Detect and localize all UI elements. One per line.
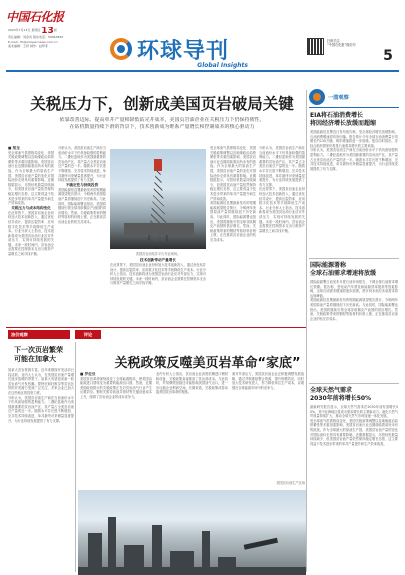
lead-column-5: 分析认为，美国页岩油生产商在当前油价水平下仍具备较强的盈利能力。二叠纪盆地作为美国最重要的页岩油产区，其产量占全美页岩油总产量的近一半。随着水平井长度不断增加、完井技术持续改进，单井最终可采储量显著提升，为行业持续发展提供了有力支撑。 在此背景下，美国页岩油企业纷纷加大技术创新投入，通过优化钻井设计、提高压裂效率、应用数字化技术等手段降低生产成本。行业分析人士指出，技术创新将成为美国页岩油行业应对外部压力、实现可持续发展的关键。未来一段时间内，页岩油企业需要在控制资本支出与维持产量增长之间寻找平衡。 xyxy=(259,146,305,233)
right-story-1-body: 美国能源信息署近日发布报告称，受全球经济增长放缓影响，石油消费增速将有所回落。报告预计今年全球石油消费量日均增长约130万桶，明年增速将进一步放缓。报告同时指出，非经合组织国家仍将是石油需求增长的主要来源。 分析认为，美国页岩油生产商在当前油价水平下仍具备较强的盈利能力。二叠纪盆地作为美国最重要的页岩油产区，其产量占全美页岩油总产量的近一半。随着水平井长度不断增加、完井技术持续改进，单井最终可采储量显著提升，为行业持续发展提供了有力支撑。 xyxy=(310,130,398,171)
ground xyxy=(78,567,306,575)
qr-code-icon xyxy=(307,38,324,55)
editor-line: 责任编辑：刘金凤 联系电话：59963845 xyxy=(8,35,64,39)
section-brand xyxy=(110,34,250,64)
pumpjack-icon xyxy=(244,538,283,571)
section-badge-icon xyxy=(309,89,325,105)
lead-subhead-1: 关税压力与成本结构变化 xyxy=(11,205,51,210)
photo-caption: 美国页岩油钻井平台作业现场。 xyxy=(135,252,181,256)
designer-line: 美术编辑：王妍 制作：赵梦菲 xyxy=(8,44,48,48)
email-line: E-mail：fb@sinopecnews.com.cn xyxy=(8,39,58,44)
date-line: 2023年7月13日 星期四 13版 xyxy=(8,27,57,35)
qr-label: 扫码关注 “中国石化报”微信号 xyxy=(327,39,356,47)
lead-deck: 依靠改善边际、提高单井产量和降低钻完井成本，美国页岩油企业在关税压力下仍保持韧性， 在钻机数量持续下滑的背景下，技术创新成为维系产量增长和控制成本的核心驱动力 xyxy=(59,117,265,131)
refinery-photo xyxy=(78,490,306,575)
rig-base xyxy=(124,223,194,235)
lead-column-2: 分析认为，美国页岩油生产商在当前油价水平下仍具备较强的盈利能力。二叠纪盆地作为美国最重要的页岩油产区，其产量占全美页岩油总产量的近一半。随着水平井长度不断增加、完井技术持续改进，单井最终可采储量显著提升，为行业持续发展提供了有力支撑。 不确定性与持续投资 美国能源信息署最新发布的短期能源展望报告预计，今明两年美国原油产量将继续创下历史新高。与此同时，国际能源署也指出，美国将继续引领全球非欧佩克产油国的供应增长。然而，关税政策带来的钢材等原材料价格上涨，正在推高页岩油企业的钻完井成本。 xyxy=(58,146,106,224)
section-title: 环球导刊 xyxy=(137,38,230,64)
right-divider-2 xyxy=(309,383,399,384)
newspaper-masthead: 中国石化报 xyxy=(6,10,64,24)
lead-subhead-3: 技术创新带动产量增长 xyxy=(140,258,176,262)
bottom-left-body: 加拿大页岩资源丰富，近年来勘探开发活动日趋活跃。业内人士认为，在美国页岩油产量增长逐步放缓的背景下，加拿大有望迎来新一轮页岩油气开发热潮。蒙特尼和杜维奈等页岩区带的开发潜力受到广泛关注，多家企业已加大在这些地区的投资力度。 分析认为，美国页岩油生产商在当前油价水平下仍具备较强的盈利能力。二叠纪盆地作为美国最重要的页岩油产区，其产量占全美页岩油总产量的近一半。随着水平井长度不断增加、完井技术持续改进，单井最终可采储量显著提升，为行业持续发展提供了有力支撑。 xyxy=(8,368,74,423)
lead-byline: ■ 梁龙 xyxy=(8,146,20,150)
bottom-column-2: 业内分析人士指出，页岩油企业高度依赖进口钢材和设备，关税政策直接推高了其运营成本。与此同时，贸易摩擦加剧还可能影响美国油气出口，进一步压缩企业利润空间。长期来看，关税政策或将动摇美国页岩革命的根基。 xyxy=(156,372,228,395)
lead-subhead-2: 不确定性与持续投资 xyxy=(65,182,99,187)
right-divider-1 xyxy=(309,258,399,259)
right-story-2-body: 国际能源署日前发布月度石油市场报告，下调全球石油需求增长预期。报告称，受电动汽车普及和能源效率提高等因素影响，全球石油需求增速将逐步放缓，预计到本世纪末前需求将达到峰值。 美国能源信息署最新发布的短期能源展望报告预计，今明两年美国原油产量将继续创下历史新高。与此同时，国际能源署也指出，美国将继续引领全球非欧佩克产油国的供应增长。然而，关税政策带来的钢材等原材料价格上涨，正在推高页岩油企业的钻完井成本。 xyxy=(310,280,398,321)
lead-column-3: 技术创新带动产量增长 在此背景下，美国页岩油企业纷纷加大技术创新投入，通过优化钻井设计、提高压裂效率、应用数字化技术等手段降低生产成本。行业分析人士指出，技术创新将成为美国页岩油行业应对外部压力、实现可持续发展的关键。未来一段时间内，页岩油企业需要在控制资本支出与维持产量增长之间寻找平衡。 xyxy=(110,258,206,286)
bottom-left-banner: 油价观察 xyxy=(8,330,70,339)
right-head-rule xyxy=(309,107,399,108)
bottom-byline: ■ 罗佐县 xyxy=(80,372,96,376)
right-story-3-body: 最新研究报告显示，全球天然气需求在2030年前有望增长50%，其中亚洲地区将成为需求增长的主要驱动力。液化天然气贸易量持续扩大，推动全球天然气市场加速一体化发展。 受全球油气供需格局变化、美国关税政策调整以及地缘政治局势紧张等多重因素影响，美国页岩油行业近期面临着前所未有的挑战。作为全球最大的原油生产国，美国页岩油产量的变化对国际油价走势具有重要影响。近期数据显示，尽管钻机数量持续减少，但美国页岩油产量依然保持稳定增长态势，这主要得益于技术进步带来的单井产量提升和生产效率改善。 xyxy=(310,405,398,446)
bottom-photo-caption: 美国页岩油生产区域 xyxy=(276,481,305,485)
right-section-label: 一图观察 xyxy=(328,94,349,101)
bottom-column-3: 面对外部压力，美国页岩油企业正积极调整发展战略，通过并购重组整合资源，提升规模效应，同时加大技术研发投入，努力降低单位生产成本，以增强在全球能源市场中的竞争力。 xyxy=(232,372,304,390)
issue-meta xyxy=(8,27,103,49)
right-story-2-title: 国际能源署称 全球石油需求增速将放缓 xyxy=(310,262,377,277)
right-story-3-title: 全球天然气需求 2030年前将增长50% xyxy=(310,387,372,402)
right-section-head xyxy=(309,90,399,104)
bottom-story-banner: 评论 xyxy=(75,330,101,339)
bottom-divider xyxy=(75,342,76,572)
right-story-1-title: EIA将石油消费增长 将因经济增长放缓而超缩 xyxy=(310,112,377,127)
bottom-column-1: ■ 罗佐县 美国页岩革命深刻改变了全球能源格局，使美国由能源进口国转变为重要的能源出口国。然而，近期美国政府推行的关税政策正在对页岩油气行业产生反噬效应。钢材关税导致油井管材等关键设备成本上升，削弱了页岩油企业的成本竞争力。 xyxy=(80,372,152,399)
globe-logo-icon xyxy=(110,38,132,60)
page-number: 5 xyxy=(383,48,393,64)
header-rule xyxy=(6,70,399,72)
lead-column-1: ■ 梁龙 受全球油气供需格局变化、美国关税政策调整以及地缘政治局势紧张等多重因素影响，美国页岩油行业近期面临着前所未有的挑战。作为全球最大的原油生产国，美国页岩油产量的变化对国际油价走势具有重要影响。近期数据显示，尽管钻机数量持续减少，但美国页岩油产量依然保持稳定增长态势，这主要得益于技术进步带来的单井产量提升和生产效率改善。 关税压力与成本结构变化 在此背景下，美国页岩油企业纷纷加大技术创新投入，通过优化钻井设计、提高压裂效率、应用数字化技术等手段降低生产成本。行业分析人士指出，技术创新将成为美国页岩油行业应对外部压力、实现可持续发展的关键。未来一段时间内，页岩油企业需要在控制资本支出与维持产量增长之间寻找平衡。 xyxy=(8,146,54,257)
bottom-headline: 关税政策反噬美页岩革命“家底” xyxy=(114,356,301,371)
bottom-left-title: 下一次页岩繁荣 可能在加拿大 xyxy=(14,346,63,363)
issue-number: 13 xyxy=(41,27,54,35)
column-divider xyxy=(306,90,307,572)
bottom-rule xyxy=(6,327,306,328)
section-subtitle: Global Insights xyxy=(197,62,248,69)
rig-crown xyxy=(154,159,162,171)
lead-column-4: 受全球油气供需格局变化、美国关税政策调整以及地缘政治局势紧张等多重因素影响，美国页岩油行业近期面临着前所未有的挑战。作为全球最大的原油生产国，美国页岩油产量的变化对国际油价走势具有重要影响。近期数据显示，尽管钻机数量持续减少，但美国页岩油产量依然保持稳定增长态势，这主要得益于技术进步带来的单井产量提升和生产效率改善。 美国能源信息署最新发布的短期能源展望报告预计，今明两年美国原油产量将继续创下历史新高。与此同时，国际能源署也指出，美国将继续引领全球非欧佩克产油国的供应增长。然而，关税政策带来的钢材等原材料价格上涨，正在推高页岩油企业的钻完井成本。 xyxy=(210,146,256,242)
oil-rig-photo xyxy=(110,149,206,249)
lead-headline: 关税压力下，创新成美国页岩破局关键 xyxy=(30,95,294,113)
